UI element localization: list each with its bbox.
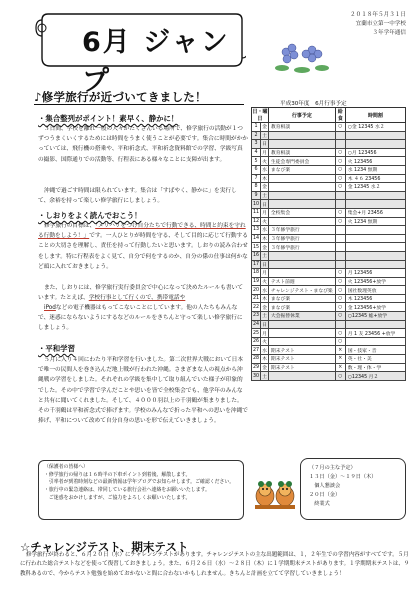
cell-lunch: ○ (335, 277, 345, 286)
cell-timetable: 金 12345 水２ (345, 183, 405, 192)
cell-timetable: 数・理・体・学 (345, 363, 405, 372)
cell-event: 生徒会専門委員会 (268, 157, 335, 166)
heading-underline (34, 104, 244, 105)
cell-event: ３年修学旅行 (268, 234, 335, 243)
cell-day: 8 (252, 183, 261, 192)
cell-weekday: 木 (261, 355, 269, 364)
subheading-peace-study: ・平和学習 (38, 344, 75, 353)
info-line: 終業式 (309, 501, 330, 507)
shisa-lion-icon (253, 476, 297, 510)
table-row (252, 346, 406, 355)
cell-weekday: 水 (261, 346, 269, 355)
table-row (252, 372, 406, 381)
table-row (252, 337, 406, 346)
cell-day: 28 (252, 356, 260, 362)
cell-event (268, 337, 335, 346)
cell-day: 16 (252, 253, 260, 259)
june-schedule-table (251, 107, 406, 381)
cell-lunch (335, 226, 345, 235)
cell-weekday: 土 (261, 312, 269, 321)
table-row (252, 277, 406, 286)
cell-timetable (345, 260, 405, 269)
cell-lunch: ○ (335, 157, 345, 166)
cell-timetable: ○12345 総+放学 (345, 312, 405, 321)
info-line: 個人懇談会 (309, 483, 341, 489)
cell-event: ３年修学旅行 (268, 243, 335, 252)
cell-timetable: ○月 123456 (345, 148, 405, 157)
cell-event (268, 131, 335, 140)
notice-line: ご迷惑をおかけしますが、ご協力をよろしくお願いいたします。 (44, 494, 191, 501)
cell-day: 10 (252, 201, 260, 207)
cell-weekday: 土 (261, 191, 269, 200)
cell-lunch: × (335, 363, 345, 372)
cell-lunch: ○ (335, 337, 345, 346)
cell-lunch: ○ (335, 294, 345, 303)
paragraph-peace-study: ５月に入り４回にわたり平和学習を行いました。第二次世界大戦において日本で唯一の民間人を巻き込んだ地上戦が行われた沖縄。さまざまな人の視点から沖縄戦の学習をしました。それぞれの学級を集中して取り組んでいた様子が印象的でした。その中で学習で学んだことや思いを皆で全校集会でも、他学年のみんなと共有に聞いてくれました。そして、４０００羽以上の千羽鶴が集まりました。その千羽鶴は平和祈念式で捧げます。学校のみんなで折った平和への思いを沖縄で捧げ、平和について改めて自分自身の思いを形で伝えていきましょう。 (38, 357, 248, 425)
table-row (252, 286, 406, 295)
cell-event (268, 174, 335, 183)
col-header-timetable: 時間割 (345, 108, 405, 123)
cell-event: まなび楽 (268, 303, 335, 312)
table-row (252, 355, 406, 364)
notice-title: （保護者の皆様へ） (44, 464, 89, 470)
cell-lunch: ○ (335, 217, 345, 226)
table-header-row (252, 108, 406, 123)
cell-day: 18 (252, 270, 260, 276)
section-heading-school-trip: ♪修学旅行が近づいてきました！ (34, 90, 207, 104)
header-info (350, 11, 406, 38)
cell-event (268, 183, 335, 192)
cell-event (268, 329, 335, 338)
paragraph-guidebook-2: また、しおりには、修学旅行実行委員会で中心になって決めたルールも書いています。たとえば、学校行事として行くので、携帯電話や (38, 285, 243, 302)
table-row (252, 243, 406, 252)
cell-timetable: 火 123456 (345, 157, 405, 166)
paragraph-guidebook-1: 修学旅行の目標は、「メリハリをつけ自分たちで行動できる、時間と約束を守れる行動をしよう！」です。一人ひとりが時間を守る、そして目的に応じて行動することの大切さを理解し、責任を持って行動したいと思います。しおりの読み合わせをします。特に行程表をよく見て、自分で何をするのか、自分の係の仕事は何かなど頭に入れておきましょう。 (38, 223, 248, 270)
cell-timetable: 月 123456 (345, 269, 405, 278)
table-row (252, 200, 406, 209)
cell-weekday: 水 (261, 226, 269, 235)
cell-weekday: 月 (261, 329, 269, 338)
cell-weekday: 金 (261, 123, 269, 132)
col-header-event: 行事予定 (268, 108, 335, 123)
cell-day: 17 (252, 261, 260, 267)
col-header-date: 日・曜日 (252, 109, 268, 122)
cell-lunch (335, 320, 345, 329)
cell-day: 1 (252, 123, 261, 132)
cell-event (268, 200, 335, 209)
cell-weekday: 金 (261, 243, 269, 252)
cell-lunch: ○ (335, 303, 345, 312)
cell-lunch (335, 234, 345, 243)
table-row (252, 140, 406, 149)
cell-weekday: 金 (261, 183, 269, 192)
table-row (252, 226, 406, 235)
cell-day: 24 (252, 321, 260, 327)
cell-lunch: ○ (335, 312, 345, 321)
cell-weekday: 木 (261, 174, 269, 183)
cell-timetable: ○12345 月２ (345, 372, 405, 381)
cell-lunch (335, 260, 345, 269)
cell-lunch (335, 200, 345, 209)
cell-weekday: 日 (261, 260, 269, 269)
cell-lunch: ○ (335, 208, 345, 217)
cell-event: チャレンジテスト・まなび楽 (268, 286, 335, 295)
table-row (252, 294, 406, 303)
cell-day: 3 (252, 140, 261, 149)
newsletter-name: ３年学年通信 (372, 30, 406, 36)
cell-weekday: 月 (261, 269, 269, 278)
cell-lunch: ○ (335, 123, 345, 132)
table-row (252, 191, 406, 200)
cell-day: 6 (252, 165, 261, 174)
cell-timetable: 国・技家・音 (345, 346, 405, 355)
cell-timetable (345, 200, 405, 209)
parent-notice-box (38, 460, 244, 520)
cell-timetable (345, 191, 405, 200)
cell-event: 期末テスト (268, 355, 335, 364)
cell-day: 23 (252, 313, 260, 319)
cell-day: 22 (252, 304, 260, 310)
cell-event: 全校集会 (268, 208, 335, 217)
cell-day: 13 (252, 227, 260, 233)
cell-day: 27 (252, 347, 260, 353)
cell-timetable: 金 123456+放学 (345, 303, 405, 312)
table-row (252, 148, 406, 157)
cell-event (268, 372, 335, 381)
cell-timetable (345, 226, 405, 235)
cell-lunch: ○ (335, 329, 345, 338)
cell-lunch (335, 131, 345, 140)
schedule-title: 平成30年度 6月行事予定 (280, 101, 347, 107)
cell-timetable (345, 243, 405, 252)
notice-line: 引率者が到着時刻などの最新情報は学年ブログでお知らせします。ご確認ください。 (44, 479, 235, 486)
cell-day: 19 (252, 278, 260, 284)
cell-timetable (345, 337, 405, 346)
cell-weekday: 日 (261, 320, 269, 329)
cell-timetable: ○金 12345 水２ (345, 123, 405, 132)
subheading-guidebook: ・しおりをよく読んでおこう！ (38, 211, 142, 220)
cell-event: まなび楽 (268, 165, 335, 174)
cell-timetable (345, 140, 405, 149)
cell-lunch (335, 243, 345, 252)
issue-date: ２０１８年５月３１日 (350, 12, 406, 18)
info-line: （７月の主な予定） (309, 465, 356, 471)
cell-lunch: × (335, 355, 345, 364)
cell-lunch: ○ (335, 269, 345, 278)
table-row (252, 260, 406, 269)
cell-day: 9 (252, 191, 261, 200)
table-row (252, 174, 406, 183)
cell-event (268, 140, 335, 149)
cell-event (268, 320, 335, 329)
cell-lunch (335, 140, 345, 149)
paragraph-assembly-2: 沖縄で過ごす時間は限られています。集合は「すばやく、静かに」を実行して、余裕を持って楽しい修学旅行にしましょう。 (38, 188, 237, 205)
school-name: 宜蘭市立第一中学校 (355, 21, 406, 27)
table-row (252, 363, 406, 372)
cell-lunch: ○ (335, 174, 345, 183)
cell-timetable: 水 1234 無期 (345, 165, 405, 174)
cell-event: テスト前週 (268, 277, 335, 286)
cell-event (268, 191, 335, 200)
cell-weekday: 火 (261, 157, 269, 166)
cell-lunch: ○ (335, 165, 345, 174)
cell-lunch: ○ (335, 286, 345, 295)
cell-timetable: 火 1234 無期 (345, 217, 405, 226)
section-heading-tests: ☆チャレンジテスト、期末テスト (20, 540, 189, 554)
paragraph-assembly-1: ３日間、学校を離れ一般の人々がたくさんいる場所で、修学旅行の活動が１つずつうまくいくするためには時間をうまく使うことが必要です。集合に時間がかかっていては、飛行機の搭乗や、平和祈念式、平和祈念資料館での学習、学級写真の撮影、国際通りでの活動等、行程表にある様々なことに支障が出ます。 (38, 126, 248, 163)
table-row (252, 165, 406, 174)
cell-timetable: 英・社・美 (345, 355, 405, 364)
cell-timetable: 木 123456 (345, 294, 405, 303)
cell-weekday: 木 (261, 294, 269, 303)
cell-event (268, 217, 335, 226)
cell-weekday: 日 (261, 200, 269, 209)
cell-day: 4 (252, 148, 261, 157)
cell-day: 15 (252, 244, 260, 250)
cell-timetable (345, 234, 405, 243)
table-row (252, 217, 406, 226)
table-row (252, 269, 406, 278)
page-title: 6月 ジャンプ (82, 27, 230, 97)
notice-line: ・旅行中の緊急連絡は、帯同している旅行会社へ連絡をお願いいたします。 (44, 487, 210, 494)
cell-day: 26 (252, 339, 260, 345)
cell-weekday: 木 (261, 234, 269, 243)
cell-event: 期末テスト (268, 363, 335, 372)
paragraph-tests: 修学旅行が終わると、６月２０日（水）にチャレンジテストがあります。チャレンジテストの主な出題範囲は、１，２年生での学習内容がすべてです。５月に行われた総合テストなどを使って復習しておきましょう。また、６月２６日（水）～２８日（木）に１学期期末テストがあります。１学期期末テストは、９教科あるので、今からテスト勉強を始めておかないと間に合わないかもしれません。きちんと計画を立てて学習していきましょう！ (20, 552, 410, 577)
table-row (252, 303, 406, 312)
cell-day: 25 (252, 330, 260, 336)
cell-lunch (335, 251, 345, 260)
cell-weekday: 水 (261, 286, 269, 295)
cell-weekday: 火 (261, 277, 269, 286)
cell-day: 30 (252, 373, 260, 379)
cell-day: 5 (252, 157, 261, 166)
subheading-assembly: ・集合整列がポイント！素早く、静かに！ (38, 114, 179, 123)
table-row (252, 131, 406, 140)
cell-timetable: 木 ４６ 23456 (345, 174, 405, 183)
cell-event: ３年修学旅行 (268, 226, 335, 235)
cell-timetable (345, 251, 405, 260)
table-row (252, 157, 406, 166)
info-line: ２０日（金） (309, 492, 341, 498)
cell-lunch: ○ (335, 148, 345, 157)
cell-weekday: 水 (261, 165, 269, 174)
cell-weekday: 火 (261, 217, 269, 226)
cell-event: まなび楽 (268, 294, 335, 303)
table-row (252, 312, 406, 321)
cell-event (268, 260, 335, 269)
table-row (252, 208, 406, 217)
col-header-lunch: 給食 (335, 108, 345, 123)
cell-day: 2 (252, 131, 261, 140)
cell-weekday: 月 (261, 148, 269, 157)
cell-event: 教育相談 (268, 148, 335, 157)
cell-timetable (345, 320, 405, 329)
table-row (252, 123, 406, 132)
cell-timetable: 国社数理英放 (345, 286, 405, 295)
cell-lunch (335, 191, 345, 200)
cell-weekday: 火 (261, 337, 269, 346)
paragraph-guidebook-3: iPodなどの電子機器はもってこないことにしています。他の人たちもみんなで、迷惑にならないようにするなどのルールをきちんと守って楽しい修学旅行にしましょう。 (38, 305, 243, 332)
cell-day: 12 (252, 218, 260, 224)
cell-event (268, 251, 335, 260)
cell-event: 教育相談 (268, 123, 335, 132)
cell-weekday: 金 (261, 363, 269, 372)
cell-weekday: 土 (261, 131, 269, 140)
table-row (252, 234, 406, 243)
cell-event: 期末テスト (268, 346, 335, 355)
table-row (252, 329, 406, 338)
table-row (252, 320, 406, 329)
cell-weekday: 金 (261, 303, 269, 312)
cell-weekday: 土 (261, 251, 269, 260)
cell-lunch: ○ (335, 372, 345, 381)
cell-day: 20 (252, 287, 260, 293)
notice-line: ・修学旅行の帰りは１６時半の下車ポイント到着後、解散します。 (44, 471, 191, 478)
cell-weekday: 日 (261, 140, 269, 149)
cell-lunch: ○ (335, 183, 345, 192)
hydrangea-flowers-icon (272, 38, 332, 78)
cell-weekday: 土 (261, 372, 269, 381)
july-events-box (300, 458, 406, 520)
cell-day: 21 (252, 296, 260, 302)
info-line: １３日（金）～１９日（木） (309, 474, 377, 480)
cell-weekday: 月 (261, 208, 269, 217)
cell-timetable: 月 1 友 23456 +放学 (345, 329, 405, 338)
cell-day: 11 (252, 210, 260, 216)
cell-lunch: × (335, 346, 345, 355)
cell-timetable (345, 131, 405, 140)
cell-event (268, 269, 335, 278)
table-row (252, 251, 406, 260)
cell-timetable: 集会+月 23456 (345, 208, 405, 217)
cell-timetable: 火 123456+放学 (345, 277, 405, 286)
cell-day: 14 (252, 236, 260, 242)
cell-day: 29 (252, 364, 260, 370)
cell-event: 大会振替休業 (268, 312, 335, 321)
table-row (252, 183, 406, 192)
cell-day: 7 (252, 174, 261, 183)
